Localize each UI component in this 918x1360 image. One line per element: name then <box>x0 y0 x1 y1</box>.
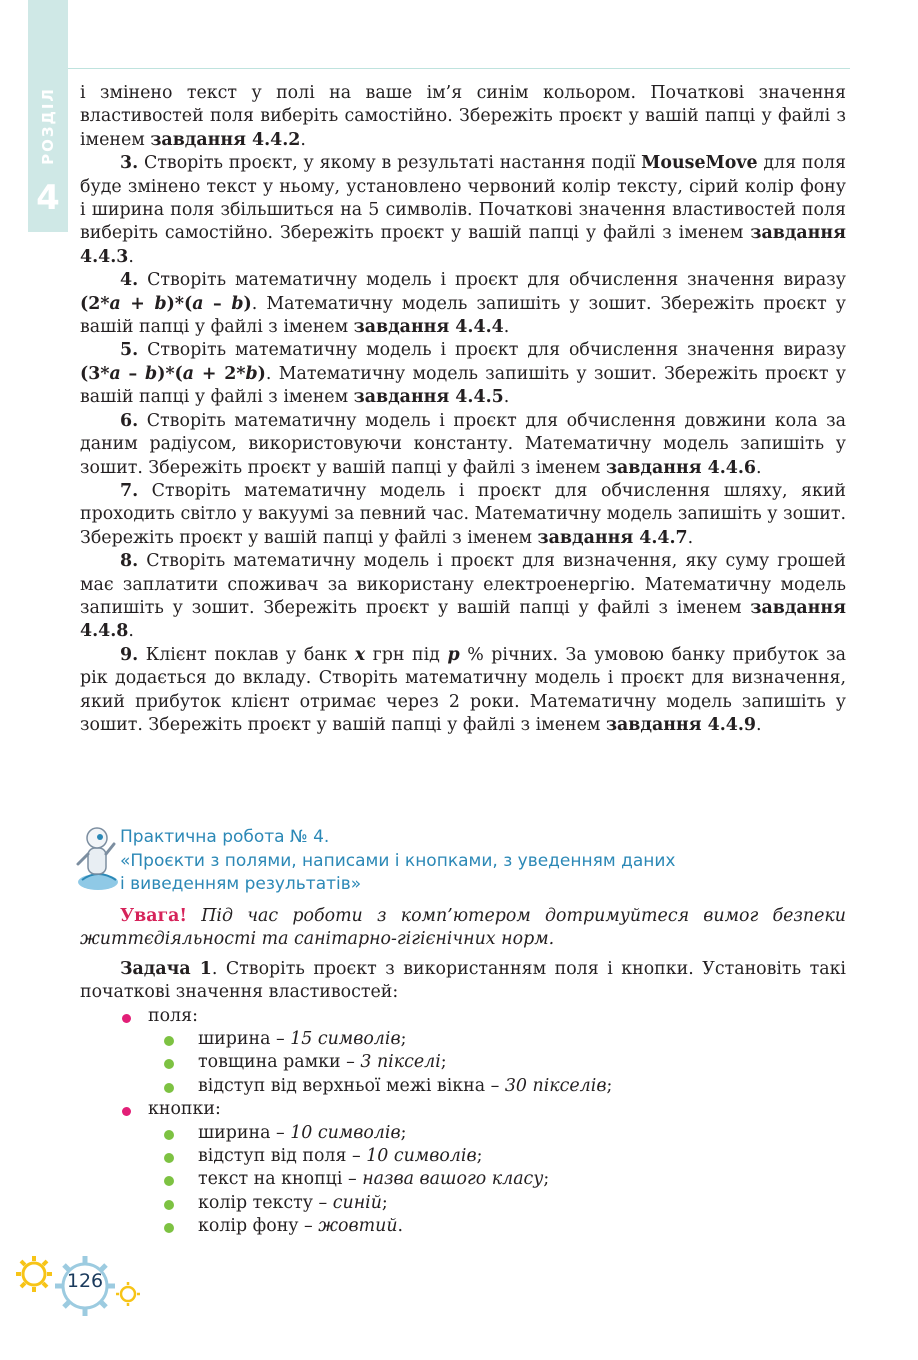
task-text: і змінено текст у полі на ваше ім’я синім кольором. Початкові значення властивостей поля виберіть самостійно. Збережіть проєкт у вашій папці у файлі з іменем <box>80 83 846 150</box>
task-text: . <box>128 246 134 267</box>
task-text: . <box>756 457 762 478</box>
task-paragraph <box>80 152 846 269</box>
task1-text: . Створіть проєкт з використанням поля і кнопки. Установіть такі початкові значення властивостей: <box>80 958 846 1003</box>
task-paragraph <box>80 410 846 480</box>
task-number: 8. <box>120 551 139 572</box>
task-text: + 2* <box>194 363 246 384</box>
task-number: 6. <box>120 410 139 431</box>
task-text: Створіть математичну модель і проєкт для обчислення значення виразу <box>147 340 847 361</box>
task-text: Клієнт поклав у банк <box>145 644 355 665</box>
property-end: ; <box>440 1052 447 1073</box>
bullet-icon <box>164 1176 174 1186</box>
task-text: . <box>128 621 134 642</box>
property-item <box>80 1051 846 1074</box>
button-properties <box>80 1122 846 1239</box>
property-end: . <box>397 1216 404 1237</box>
task-text: Створіть математичну модель і проєкт для обчислення значення виразу <box>147 270 847 291</box>
property-end: ; <box>381 1192 388 1213</box>
property-value: жовтий <box>318 1216 398 1237</box>
task-text: Створіть проєкт, у якому в результаті настання події <box>143 153 642 174</box>
task1-paragraph <box>80 958 846 1005</box>
task-text: b <box>245 363 258 384</box>
button-group-title: кнопки: <box>148 1099 221 1120</box>
task-text: . <box>300 129 306 150</box>
button-group <box>80 1098 846 1121</box>
page-number: 126 <box>66 1270 104 1292</box>
task-text: завдання 4.4.7 <box>537 527 688 548</box>
task-text: Створіть математичну модель і проєкт для обчислення довжини кола за даним радіусом, використовуючи константу. Математичну модель запишіть у зошит. Збережіть проєкт у вашій папці у файлі з іменем <box>80 410 847 478</box>
property-item <box>80 1122 846 1145</box>
property-item <box>80 1168 846 1191</box>
task-text: завдання 4.4.6 <box>605 457 757 478</box>
task1-label: Задача 1 <box>120 958 212 979</box>
task-paragraph <box>80 480 846 550</box>
task-number: 7. <box>120 480 139 501</box>
warning-label: Увага! <box>120 906 188 926</box>
section-word: РОЗДІЛ <box>39 87 57 165</box>
property-name: товщина рамки – <box>198 1052 361 1073</box>
section-label <box>28 78 68 218</box>
property-end: ; <box>543 1169 550 1190</box>
bullet-icon <box>122 1107 131 1116</box>
task-text: (3* <box>80 363 110 384</box>
property-end: ; <box>400 1122 407 1143</box>
task-number: 4. <box>120 270 139 291</box>
task-text: Створіть математичну модель і проєкт для обчислення шляху, який проходить світло у вакуумі за певний час. Математичну модель запишіть у зошит. Збережіть проєкт у вашій папці у файлі з іменем <box>80 480 846 548</box>
field-properties <box>80 1028 846 1098</box>
task-text: . <box>687 527 694 548</box>
property-value: 10 символів <box>366 1146 477 1167</box>
property-value: назва вашого класу <box>362 1169 544 1190</box>
task-text: Створіть математичну модель і проєкт для визначення, яку суму грошей має заплатити споживач за використану електроенергію. Математичну модель запишіть у зошит. Збережіть проєкт у вашій папці у файлі з іменем <box>80 551 847 618</box>
field-group <box>80 1005 846 1028</box>
top-rule <box>68 68 850 69</box>
property-end: ; <box>400 1029 407 1050</box>
task-text: завдання 4.4.3 <box>80 223 846 267</box>
section-number: 4 <box>36 178 60 218</box>
property-item <box>80 1028 846 1051</box>
task-text: MouseMove <box>641 153 758 174</box>
robot-icon <box>74 824 120 892</box>
task-text: + <box>120 293 155 314</box>
task-text: a <box>109 363 121 384</box>
property-value: 3 пікселі <box>360 1052 441 1073</box>
task-text: завдання 4.4.5 <box>353 387 504 408</box>
practical-title: Практична робота № 4. <box>120 827 330 847</box>
bullet-icon <box>164 1130 174 1140</box>
property-end: ; <box>606 1075 613 1096</box>
property-value: 30 пікселів <box>504 1075 607 1096</box>
task-text: a <box>182 363 195 384</box>
task-text: % річних. За умовою банку прибуток за рік додається до вкладу. Створіть математичну модель і проєкт для визначення, який прибуток клієнт отримає через 2 роки. Математичну модель запишіть у зошит. Збережіть проєкт у вашій папці у файлі з іменем <box>80 644 847 735</box>
task-text: . <box>503 387 510 408</box>
practical-body <box>80 905 846 1239</box>
task-text: завдання 4.4.2 <box>150 129 301 150</box>
property-name: ширина – <box>198 1122 291 1143</box>
bullet-icon <box>164 1059 174 1069</box>
task-list <box>80 82 846 737</box>
task-number: 5. <box>120 340 139 361</box>
task-text: b <box>231 293 244 314</box>
task-paragraph <box>80 339 846 409</box>
task-number: 3. <box>120 153 139 174</box>
property-value: 10 символів <box>290 1122 401 1143</box>
task-text: для поля буде змінено текст у ньому, установлено червоний колір тексту, сірий колір фону і ширина поля збільшиться на 5 символів. Початкові значення властивостей поля виберіть самостійно. Збережіть проєкт у вашій папці у файлі з іменем <box>80 153 846 244</box>
task-text: )*( <box>166 293 193 314</box>
task-text: )*( <box>157 363 183 384</box>
practical-heading <box>120 826 840 897</box>
practical-subtitle-line1: «Проєкти з полями, написами і кнопками, з уведенням даних <box>120 850 676 871</box>
practical-subtitle-line2: і виведенням результатів» <box>120 874 362 894</box>
task-text: (2* <box>80 293 110 314</box>
property-name: відступ від верхньої межі вікна – <box>198 1075 505 1096</box>
task-text: – <box>203 293 232 314</box>
task-paragraph <box>80 550 846 644</box>
warning-paragraph <box>80 905 846 952</box>
task-text: . <box>503 317 510 338</box>
property-item <box>80 1145 846 1168</box>
task-text: b <box>145 363 158 384</box>
task-text: x <box>354 644 366 665</box>
task-text: . Математичну модель запишіть у зошит. Збережіть проєкт у вашій папці у файлі з іменем <box>80 293 846 338</box>
task-text: b <box>154 293 167 314</box>
property-name: ширина – <box>198 1029 291 1050</box>
bullet-icon <box>164 1153 174 1163</box>
property-name: текст на кнопці – <box>198 1169 363 1190</box>
bullet-icon <box>122 1014 131 1023</box>
property-name: відступ від поля – <box>198 1146 367 1167</box>
section-tab <box>28 0 68 232</box>
property-item <box>80 1075 846 1098</box>
task-text: завдання 4.4.9 <box>605 714 757 735</box>
bullet-icon <box>164 1036 174 1046</box>
bullet-icon <box>164 1200 174 1210</box>
properties-list <box>80 1005 846 1028</box>
task-paragraph <box>80 644 846 738</box>
task-text: a <box>109 293 121 314</box>
property-end: ; <box>476 1146 483 1167</box>
property-name: колір тексту – <box>198 1192 333 1213</box>
field-group-title: поля: <box>148 1005 198 1026</box>
property-name: колір фону – <box>198 1216 319 1237</box>
task-text: – <box>120 363 146 384</box>
task-number: 9. <box>120 644 139 665</box>
task-text: p <box>447 644 460 665</box>
property-item <box>80 1215 846 1238</box>
task-text: грн під <box>365 644 448 665</box>
task-text: завдання 4.4.8 <box>80 597 846 642</box>
task-paragraph <box>80 82 846 152</box>
task-text: . <box>756 714 762 735</box>
property-value: синій <box>332 1192 382 1213</box>
task-text: ) <box>243 293 252 314</box>
bullet-icon <box>164 1223 174 1233</box>
property-value: 15 символів <box>290 1029 401 1050</box>
task-paragraph <box>80 269 846 339</box>
task-text: . Математичну модель запишіть у зошит. Збережіть проєкт у вашій папці у файлі з іменем <box>80 363 846 408</box>
property-item <box>80 1192 846 1215</box>
bullet-icon <box>164 1083 174 1093</box>
task-text: ) <box>257 363 266 384</box>
properties-list-2 <box>80 1098 846 1121</box>
task-text: a <box>192 293 204 314</box>
warning-text: Під час роботи з комп’ютером дотримуйтеся вимог безпеки життєдіяльності та санітарно-гігієнічних норм. <box>80 906 846 950</box>
task-text: завдання 4.4.4 <box>353 317 504 338</box>
